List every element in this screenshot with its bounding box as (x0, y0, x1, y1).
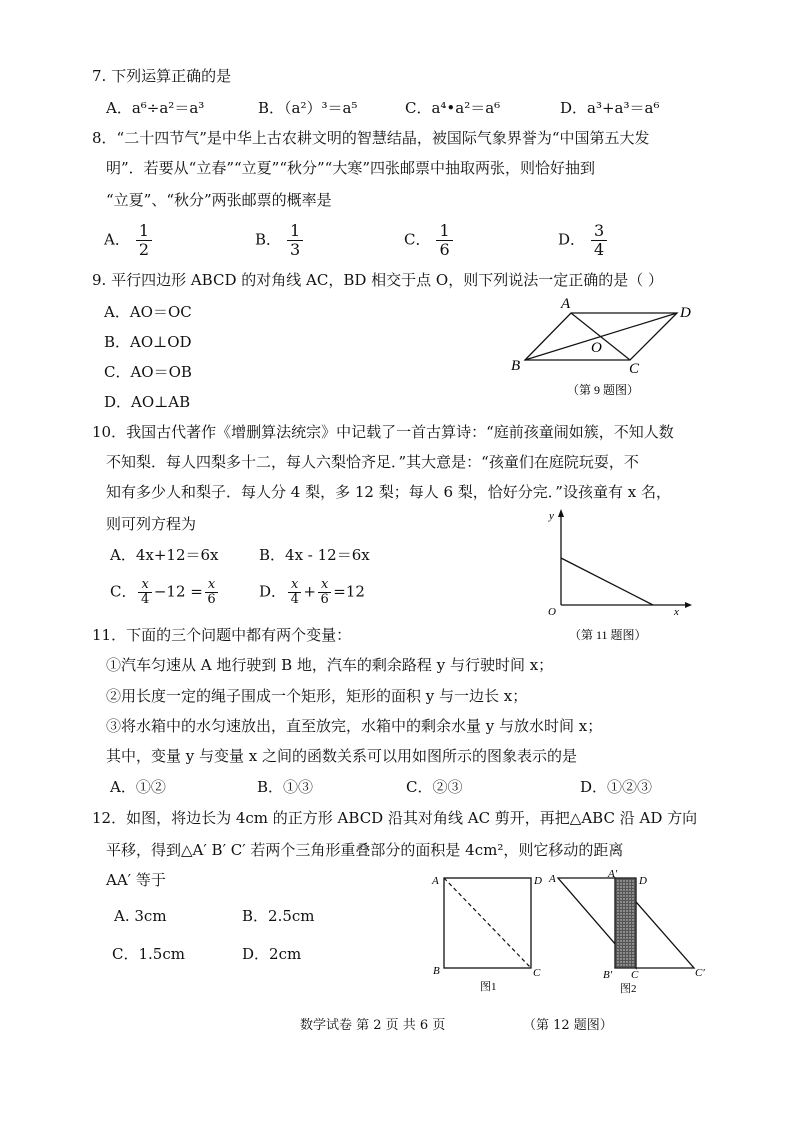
q9-label-b: B (511, 358, 521, 374)
q11-option-c: C．②③ (406, 778, 463, 796)
q11-caption: （第 11 题图） (569, 628, 647, 642)
q12-fig1-label-c: C (533, 967, 541, 979)
q9-caption: （第 9 题图） (567, 383, 640, 397)
q11-item-3: ③将水箱中的水匀速放出，直至放完，水箱中的剩余水量 y 与放水时间 x； (106, 717, 603, 735)
q9-label-c: C (629, 361, 640, 377)
q11-function-line (561, 558, 653, 605)
q10-stem-line2: 不知梨．每人四梨多十二，每人六梨恰齐足．”其大意是：“孩童们在庭院玩耍，不 (106, 453, 639, 471)
q8-stem-line2: 明”．若要从“立春”“立夏”“秋分”“大寒”四张邮票中抽取两张，则恰好抽到 (106, 159, 596, 177)
q12-fig2-caption: 图2 (620, 983, 637, 995)
q12-option-c: C．1.5cm (112, 945, 185, 963)
q12-option-b: B．2.5cm (242, 907, 315, 925)
q12-stem-line1: 12．如图，将边长为 4cm 的正方形 ABCD 沿其对角线 AC 剪开，再把△ABC 沿 AD 方向 (92, 809, 698, 827)
q11-option-b: B．①③ (257, 778, 314, 796)
q12-fig2-label-c: C (631, 969, 639, 981)
q11-y-arrow (558, 509, 564, 517)
q9-label-a: A (561, 296, 571, 312)
q11-x-arrow (685, 602, 692, 608)
q9-option-d: D．AO⊥AB (104, 393, 191, 411)
q12-fig2-overlap-region (615, 878, 636, 968)
q11-question: 其中，变量 y 与变量 x 之间的函数关系可以用如图所示的图象表示的是 (106, 747, 578, 765)
q7-option-d: D．a³+a³＝a⁶ (560, 99, 660, 117)
q10-stem-line4: 则可列方程为 (106, 515, 197, 533)
q11-origin-label: O (548, 606, 556, 618)
q8-option-b: B． $\frac{1}{3}$ (255, 222, 303, 259)
q10-stem-line3: 知有多少人和梨子．每人分 4 梨，多 12 梨；每人 6 梨，恰好分完．”设孩童有 x 名， (106, 483, 671, 501)
q12-stem-line3: AA′ 等于 (106, 871, 166, 889)
q12-stem-line2: 平移，得到△A′ B′ C′ 若两个三角形重叠部分的面积是 4cm²，则它移动的距离 (106, 841, 624, 859)
q12-option-a: A. 3cm (114, 907, 167, 925)
q7-option-c: C．a⁴•a²＝a⁶ (405, 99, 501, 117)
page-footer: 数学试卷 第 2 页 共 6 页 (300, 1018, 446, 1033)
q9-label-d: D (680, 305, 691, 321)
q11-item-2: ②用长度一定的绳子围成一个矩形，矩形的面积 y 与一边长 x； (106, 687, 528, 705)
q12-option-d: D．2cm (242, 945, 302, 963)
q10-option-d: D． $\frac{x}{4}$ + $\frac{x}{6}$ =12 (259, 577, 365, 607)
q12-fig2-label-a-prime: A′ (608, 868, 618, 880)
q11-item-1: ①汽车匀速从 A 地行驶到 B 地，汽车的剩余路程 y 与行驶时间 x； (106, 656, 554, 674)
q9-option-a: A．AO＝OC (104, 303, 192, 321)
q8-stem-line1: 8．“二十四节气”是中华上古农耕文明的智慧结晶，被国际气象界誉为“中国第五大发 (92, 129, 650, 147)
q12-fig1-label-b: B (433, 965, 440, 977)
q9-label-o: O (591, 340, 602, 356)
q7-option-a: A．a⁶÷a²＝a³ (106, 99, 205, 117)
q8-option-a: A． $\frac{1}{2}$ (104, 222, 152, 259)
q10-option-b: B．4x - 12＝6x (259, 546, 370, 564)
q12-fig2-label-a: A (549, 873, 556, 885)
q11-option-a: A．①② (110, 778, 166, 796)
q8-stem-line3: “立夏”、“秋分”两张邮票的概率是 (106, 191, 332, 209)
q12-fig1-label-d: D (534, 875, 542, 887)
q12-figure-caption: （第 12 题图） (523, 1018, 613, 1033)
q11-graph-figure (535, 505, 695, 645)
q9-option-b: B．AO⊥OD (104, 333, 192, 351)
q11-stem: 11．下面的三个问题中都有两个变量： (92, 626, 352, 644)
q8-option-c: C． $\frac{1}{6}$ (404, 222, 453, 259)
q12-figure-2 (548, 868, 718, 998)
q8-option-d: D． $\frac{3}{4}$ (558, 222, 607, 259)
q7-stem: 7. 下列运算正确的是 (92, 67, 232, 85)
q11-option-d: D．①②③ (580, 778, 653, 796)
q12-figure-1 (428, 868, 548, 998)
q9-stem: 9. 平行四边形 ABCD 的对角线 AC，BD 相交于点 O，则下列说法一定正确的是（ ） (92, 271, 663, 289)
q12-fig1-diagonal (444, 878, 531, 968)
q12-fig2-label-d: D (639, 875, 647, 887)
q12-fig2-label-c-prime: C′ (695, 967, 705, 979)
q12-fig1-label-a: A (432, 875, 439, 887)
q10-stem-line1: 10．我国古代著作《增删算法统宗》中记载了一首古算诗：“庭前孩童闹如簇，不知人数 (92, 423, 674, 441)
q12-fig2-label-b-prime: B′ (603, 969, 613, 981)
q12-fig1-caption: 图1 (480, 981, 497, 993)
q11-x-label: x (674, 606, 679, 618)
q11-y-label: y (549, 510, 554, 522)
q7-option-b: B．（a²）³＝a⁵ (258, 99, 358, 117)
q10-option-a: A．4x+12＝6x (110, 546, 219, 564)
q9-parallelogram-figure (505, 290, 705, 400)
q9-option-c: C．AO＝OB (104, 363, 192, 381)
q10-option-c: C． $\frac{x}{4}$ −12 = $\frac{x}{6}$ (110, 578, 220, 607)
